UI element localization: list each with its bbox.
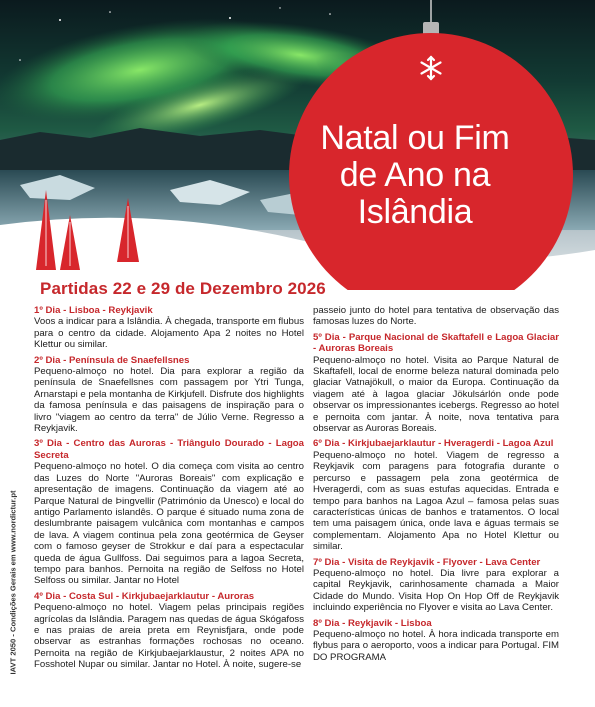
day-title: 1º Dia - Lisboa - Reykjavik (34, 305, 153, 316)
day-text: passeio junto do hotel para tentativa de observação das famosas luzes do Norte. (313, 305, 559, 328)
title-line: de Ano na (339, 156, 491, 194)
day-block (34, 438, 304, 586)
day-title: 6º Dia - Kirkjubaejarklautur - Hveragerdi - Lagoa Azul (313, 438, 554, 450)
title-line: Natal ou Fim (320, 119, 510, 157)
departure-dates: Partidas 22 e 29 de Dezembro 2026 (40, 279, 326, 298)
day-title: 3º Dia - Centro das Auroras - Triângulo Dourado - Lagoa Secreta (34, 438, 304, 461)
day-title: 7º Dia - Visita de Reykjavik - Flyover - Lava Center (313, 556, 541, 568)
day-text: Voos a indicar para a Islândia. À chegada, transporte em flubus para o centro da cidade. Alojamento Apa 2 noites no Hotel Klettur ou similar. (34, 316, 304, 351)
day-block (34, 305, 304, 351)
day-text: Pequeno-almoço no hotel. Dia livre para explorar a capital Reykjavik, carinhosamente chamada a Maior Cidade do Mundo. Visita Hop On Hop Off de Reykjavik incluindo experiência no Flyover e visita ao Lava Center. (313, 567, 559, 614)
day-block (313, 557, 559, 614)
day-text: Pequeno-almoço no hotel. Visita ao Parque Natural de Skaftafell, local de enorme beleza natural dominada pelo glaciar Vatnajökull, o maior da Europa. Continuação da viagem até à lagoa glaciar Jökulsárlón onde pode observar os impressionantes icebergs. Regresso ao hotel e pernoita com jantar. À noite, nova tentativa para observar as Auroras Boreais. (313, 354, 559, 435)
day-block (34, 591, 304, 671)
continuation-text (313, 305, 559, 328)
day-block (313, 618, 559, 664)
day-block (34, 355, 304, 435)
day-title: 4º Dia - Costa Sul - Kirkjubaejarklautur - Auroras (34, 590, 255, 602)
day-text: Pequeno-almoço no hotel. Dia para explorar a região da península de Snaefellsnes com passagem por Ytri Tunga, Arnarstapi e pela montanha de Kirkjufell. Disfrute dos highlights da famosa península e das paisagens de inspiração para o livro "viagem ao centro da terra" de Júlio Verne. Regresso a Reykjavik. (34, 366, 304, 435)
itinerary-left-column (34, 305, 304, 675)
page-title (292, 120, 538, 231)
title-line: Islândia (357, 193, 473, 231)
day-title: 5º Dia - Parque Nacional de Skaftafell e Lagoa Glaciar - Auroras Boreais (313, 331, 559, 355)
day-title: 2º Dia - Península de Snaefellsnes (34, 354, 190, 366)
day-text: Pequeno-almoço no hotel. Viagem de regresso a Reykjavik com paragens para fotografia durante o percurso e passagem pela zona geotérmica de Hveragerdi, com as suas estufas aquecidas. Entrada e tempo para banhos na Lagoa Azul – famosa pelas suas características únicas de banhos e tratamentos. O local tem uma paisagem única, onde lava e águas termais se complementam. Alojamento Apa no Hotel Klettur ou similar. (313, 449, 559, 553)
day-title: 8º Dia - Reykjavik - Lisboa (313, 617, 432, 629)
itinerary-right-column (313, 305, 559, 667)
day-text: Pequeno-almoço no hotel. Viagem pelas principais regiões agrícolas da Islândia. Paragem nas quedas de água Skógafoss e nas praias de areia preta em Reynisfjara, onde pode observar as estranhas formações rochosas no oceano. Pernoita na região de Kirkjubaejarklaustur, 2 noites APA no Fosshotel Nupar ou similar. Jantar no Hotel. À noite, sugere-se (34, 602, 304, 671)
day-block (313, 438, 559, 552)
side-legal-text: IAVT 2050 - Condições Gerais em www.nordictur.pt (8, 490, 18, 675)
day-text: Pequeno-almoço no hotel. À hora indicada transporte em flybus para o aeroporto, voos a indicar para Portugal. FIM DO PROGRAMA (313, 628, 559, 663)
day-block (313, 332, 559, 435)
tree-icon (36, 190, 139, 270)
day-text: Pequeno-almoço no hotel. O dia começa com visita ao centro das Luzes do Norte "Auroras Boreais" com explicação e apresentação de imagens. Continuação da viagem até ao Parque Natural de Þingvellir (Património da Unesco) e local do antigo Parlamento islandês. O parque é situado numa zona de deslumbrante paisagem vulcânica com montanhas e campos de lava. A viagem continua pela zona geotérmica de Geyser com o famoso geyser de Strokkur e daí para a espectacular queda de água Gullfoss. Dai seguimos para a lagoa Secreta, tempo para banhos. Pernoita na região de Selfoss no Hotel Selfoss ou similar. Jantar no Hotel (34, 461, 304, 587)
